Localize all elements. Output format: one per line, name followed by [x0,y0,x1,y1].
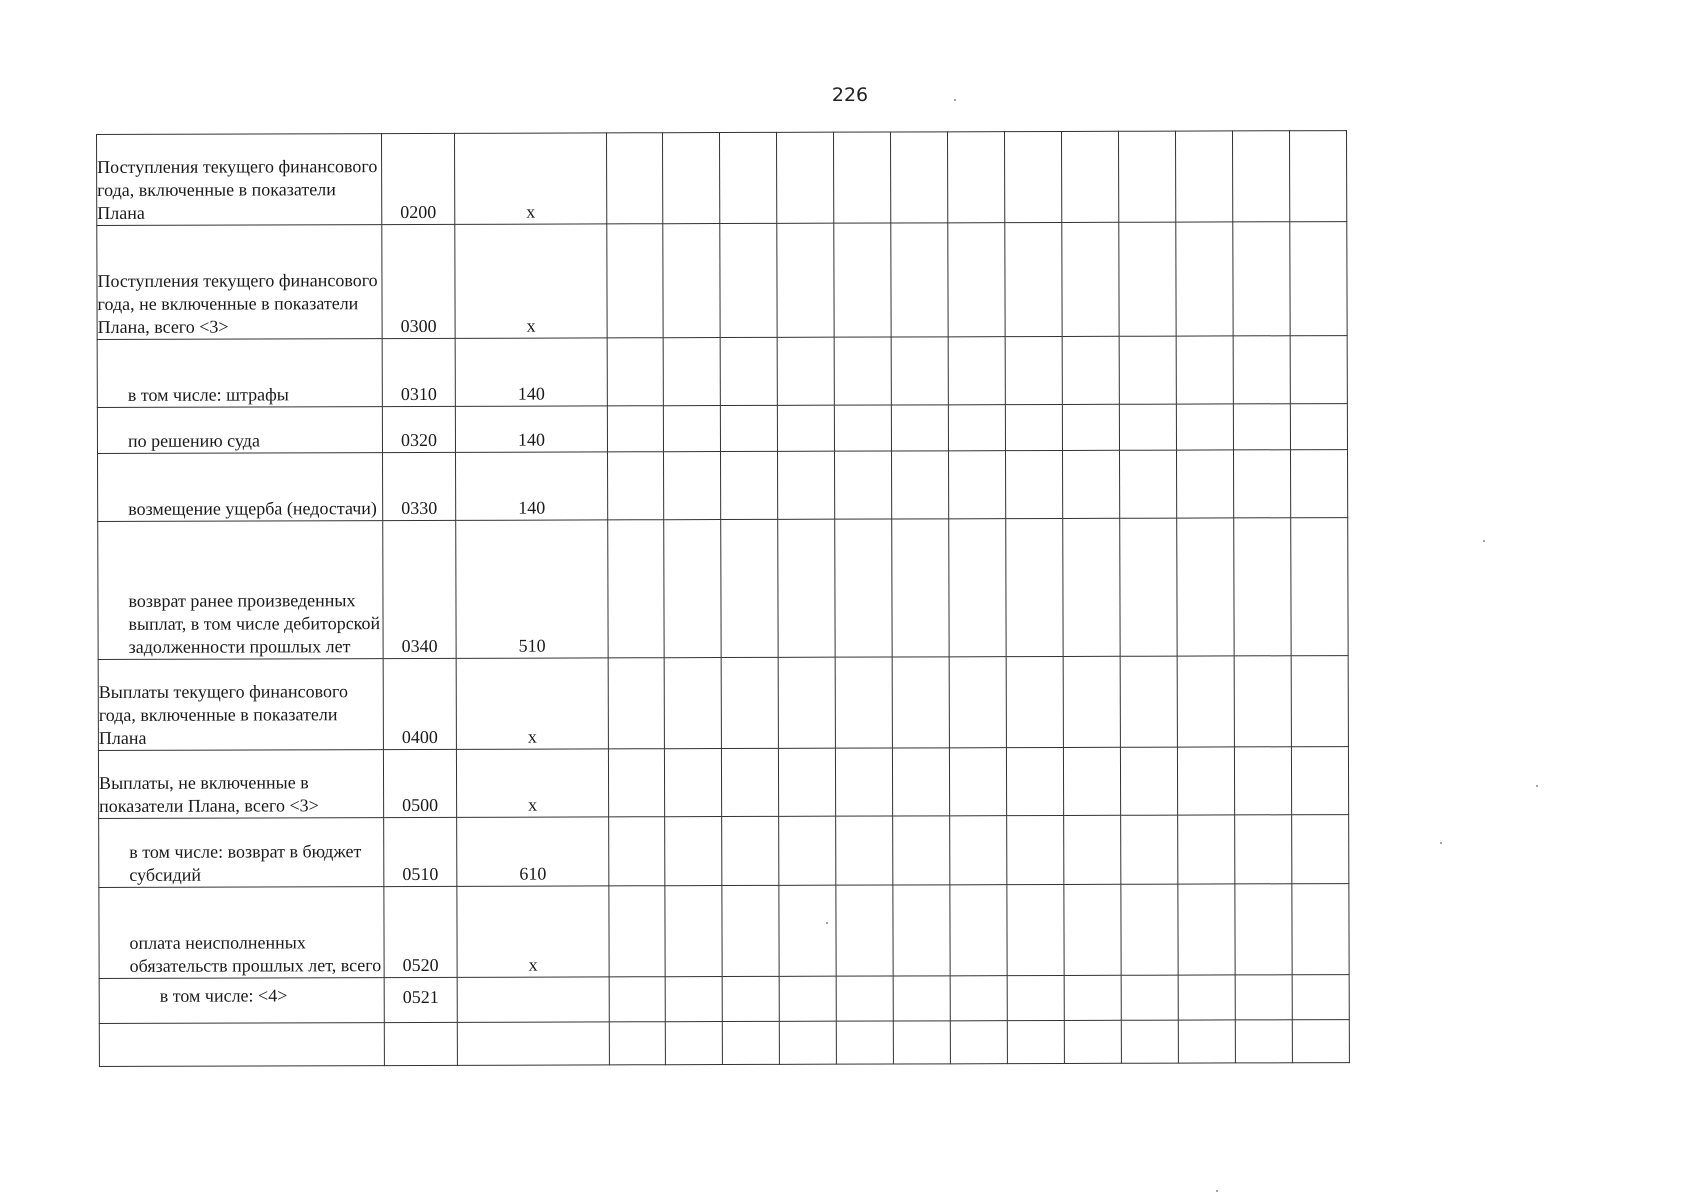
row-code: 0330 [383,452,456,520]
empty-cell [1119,222,1176,336]
empty-cell [891,405,948,451]
row-code: 0310 [382,338,455,406]
empty-cell [1118,131,1175,222]
empty-cell [950,1021,1007,1064]
empty-cell [1232,131,1289,222]
row-kosgu: х [455,224,607,338]
row-code: 0521 [384,977,457,1022]
empty-cell [665,1022,722,1065]
empty-cell [950,885,1007,976]
empty-cell [1062,450,1119,518]
empty-cell [1290,336,1347,404]
empty-cell [1063,656,1120,747]
empty-cell [835,519,892,657]
empty-cell [892,748,949,816]
empty-cell [835,657,892,748]
empty-cell [835,451,892,519]
empty-cell [663,224,720,338]
table-row [99,975,1349,1024]
empty-cell [608,658,664,749]
table-row [99,1020,1349,1067]
empty-cell [1177,747,1234,815]
report-table [96,130,1350,1067]
empty-cell [1119,336,1176,404]
row-kosgu: 140 [455,406,607,452]
empty-cell [606,133,662,224]
empty-cell [1007,884,1064,975]
empty-cell [836,1021,893,1064]
empty-cell [893,885,950,976]
empty-cell [1235,815,1292,884]
empty-cell [1292,975,1349,1020]
empty-cell [721,451,778,519]
page-number: 226 [831,84,869,106]
empty-cell [721,657,778,748]
empty-cell [779,1021,836,1064]
empty-cell [893,816,950,885]
row-kosgu: х [457,886,609,977]
empty-cell [1006,518,1063,656]
empty-cell [1119,404,1176,450]
empty-cell [1005,404,1062,450]
empty-cell [948,223,1005,337]
row-kosgu: х [456,749,608,817]
empty-cell [1119,450,1176,518]
empty-cell [949,657,1006,748]
row-name: в том числе: возврат в бюджет субсидий [99,818,384,888]
empty-cell [1121,975,1178,1020]
empty-cell [1291,518,1348,656]
scan-speck [1483,540,1485,542]
empty-cell [1062,336,1119,404]
row-name: Поступления текущего финансового года, не включенные в показатели Плана, всего <3> [97,225,382,340]
row-name: возврат ранее произведенных выплат, в том числе дебиторской задолженности прошлых лет [98,521,383,660]
empty-cell [836,816,893,885]
empty-cell [950,816,1007,885]
empty-cell [1063,518,1120,656]
empty-cell [609,1022,665,1065]
empty-cell [665,817,722,886]
empty-cell [836,976,893,1021]
row-code: 0500 [383,749,456,817]
empty-cell [778,748,835,816]
empty-cell [1178,975,1235,1020]
empty-cell [663,338,720,406]
empty-cell [1178,1020,1235,1063]
empty-cell [662,133,719,224]
row-name: Поступления текущего финансового года, включенные в показатели Плана [97,134,382,226]
empty-cell [834,223,891,337]
empty-cell [1290,222,1347,336]
empty-cell [949,748,1006,816]
empty-cell [1005,222,1062,336]
empty-cell [949,519,1006,657]
row-code: 0510 [384,817,457,886]
empty-cell [664,658,721,749]
row-code: 0520 [384,886,457,977]
empty-cell [1292,884,1349,975]
empty-cell [1234,656,1291,747]
empty-cell [608,520,664,658]
empty-cell [892,657,949,748]
row-name: в том числе: штрафы [97,339,382,408]
scan-speck [1440,842,1442,844]
empty-cell [1064,884,1121,975]
row-kosgu: 140 [456,452,608,520]
empty-cell [1235,1020,1292,1063]
empty-cell [776,132,833,223]
empty-cell [1120,747,1177,815]
empty-cell [1290,450,1347,518]
row-kosgu [457,977,609,1022]
empty-cell [1177,656,1234,747]
empty-cell [1234,518,1291,656]
empty-cell [722,816,779,885]
empty-cell [1121,884,1178,975]
table-row [97,404,1347,454]
empty-cell [834,337,891,405]
row-kosgu: 610 [457,817,609,886]
empty-cell [1233,336,1290,404]
empty-cell [1007,815,1064,884]
empty-cell [1233,404,1290,450]
empty-cell [779,816,836,885]
scan-speck [826,922,828,924]
row-name [99,1023,384,1067]
empty-cell [721,519,778,657]
empty-cell [833,132,890,223]
empty-cell [1062,222,1119,336]
empty-cell [1121,815,1178,884]
empty-cell [1006,747,1063,815]
empty-cell [721,748,778,816]
empty-cell [1007,975,1064,1020]
row-kosgu: х [454,133,606,224]
row-kosgu: 140 [455,338,607,406]
empty-cell [609,886,665,977]
empty-cell [1120,518,1177,656]
row-kosgu: 510 [456,520,608,658]
empty-cell [664,452,721,520]
empty-cell [1176,222,1233,336]
empty-cell [607,224,663,338]
empty-cell [834,405,891,451]
empty-cell [777,223,834,337]
table-row [97,222,1347,340]
empty-cell [607,406,663,452]
empty-cell [1233,450,1290,518]
empty-cell [778,519,835,657]
empty-cell [777,337,834,405]
empty-cell [1292,1020,1349,1063]
table-row [97,336,1347,408]
row-name: по решению суда [97,407,382,454]
empty-cell [609,977,665,1022]
row-code: 0200 [382,133,455,224]
empty-cell [1064,975,1121,1020]
empty-cell [720,337,777,405]
empty-cell [948,405,1005,451]
row-code [384,1022,457,1065]
table-row [99,884,1349,979]
row-name: оплата неисполненных обязательств прошлых лет, всего [99,887,384,979]
empty-cell [891,451,948,519]
row-name: возмещение ущерба (недостачи) [98,453,383,522]
empty-cell [664,520,721,658]
empty-cell [1290,404,1347,450]
scan-speck [954,99,956,101]
table-row [99,815,1349,888]
empty-cell [1121,1020,1178,1063]
table-row [98,656,1348,751]
empty-cell [1178,884,1235,975]
empty-cell [836,885,893,976]
empty-cell [1234,747,1291,815]
empty-cell [1064,1020,1121,1063]
row-code: 0400 [383,658,456,749]
empty-cell [779,976,836,1021]
empty-cell [1177,518,1234,656]
row-code: 0340 [383,520,456,658]
empty-cell [1062,404,1119,450]
empty-cell [1006,656,1063,747]
empty-cell [1235,884,1292,975]
empty-cell [607,338,663,406]
empty-cell [608,452,664,520]
empty-cell [1007,1020,1064,1063]
row-kosgu: х [456,658,608,749]
scan-speck [1536,785,1538,787]
empty-cell [1061,131,1118,222]
empty-cell [664,749,721,817]
empty-cell [722,885,779,976]
empty-cell [1291,656,1348,747]
empty-cell [778,451,835,519]
empty-cell [893,1021,950,1064]
empty-cell [609,817,665,886]
empty-cell [722,1021,779,1064]
empty-cell [1063,747,1120,815]
empty-cell [1120,656,1177,747]
empty-cell [1175,131,1232,222]
row-kosgu [457,1022,609,1065]
table-row [98,518,1348,660]
empty-cell [720,223,777,337]
empty-cell [948,337,1005,405]
empty-cell [835,748,892,816]
empty-cell [1291,747,1348,815]
row-name: Выплаты, не включенные в показатели Плана, всего <3> [98,750,383,819]
row-code: 0300 [382,224,455,338]
empty-cell [719,132,776,223]
empty-cell [891,223,948,337]
empty-cell [1005,450,1062,518]
empty-cell [892,519,949,657]
empty-cell [1004,131,1061,222]
row-code: 0320 [382,406,455,452]
empty-cell [1005,336,1062,404]
empty-cell [1292,815,1349,884]
empty-cell [1176,336,1233,404]
empty-cell [1178,815,1235,884]
scan-speck [1216,1190,1218,1192]
table-row [97,131,1347,226]
empty-cell [720,405,777,451]
empty-cell [1064,815,1121,884]
empty-cell [891,337,948,405]
empty-cell [890,132,947,223]
empty-cell [1233,222,1290,336]
empty-cell [947,132,1004,223]
empty-cell [893,976,950,1021]
empty-cell [608,749,664,817]
row-name: в том числе: <4> [99,978,384,1024]
row-name: Выплаты текущего финансового года, включенные в показатели Плана [98,659,383,751]
empty-cell [722,976,779,1021]
empty-cell [777,405,834,451]
empty-cell [665,886,722,977]
empty-cell [665,977,722,1022]
table-row [98,450,1348,522]
empty-cell [1289,131,1346,222]
empty-cell [950,976,1007,1021]
empty-cell [1235,975,1292,1020]
empty-cell [663,406,720,452]
table-row [98,747,1348,819]
empty-cell [778,657,835,748]
empty-cell [1176,450,1233,518]
empty-cell [948,451,1005,519]
empty-cell [1176,404,1233,450]
empty-cell [779,885,836,976]
